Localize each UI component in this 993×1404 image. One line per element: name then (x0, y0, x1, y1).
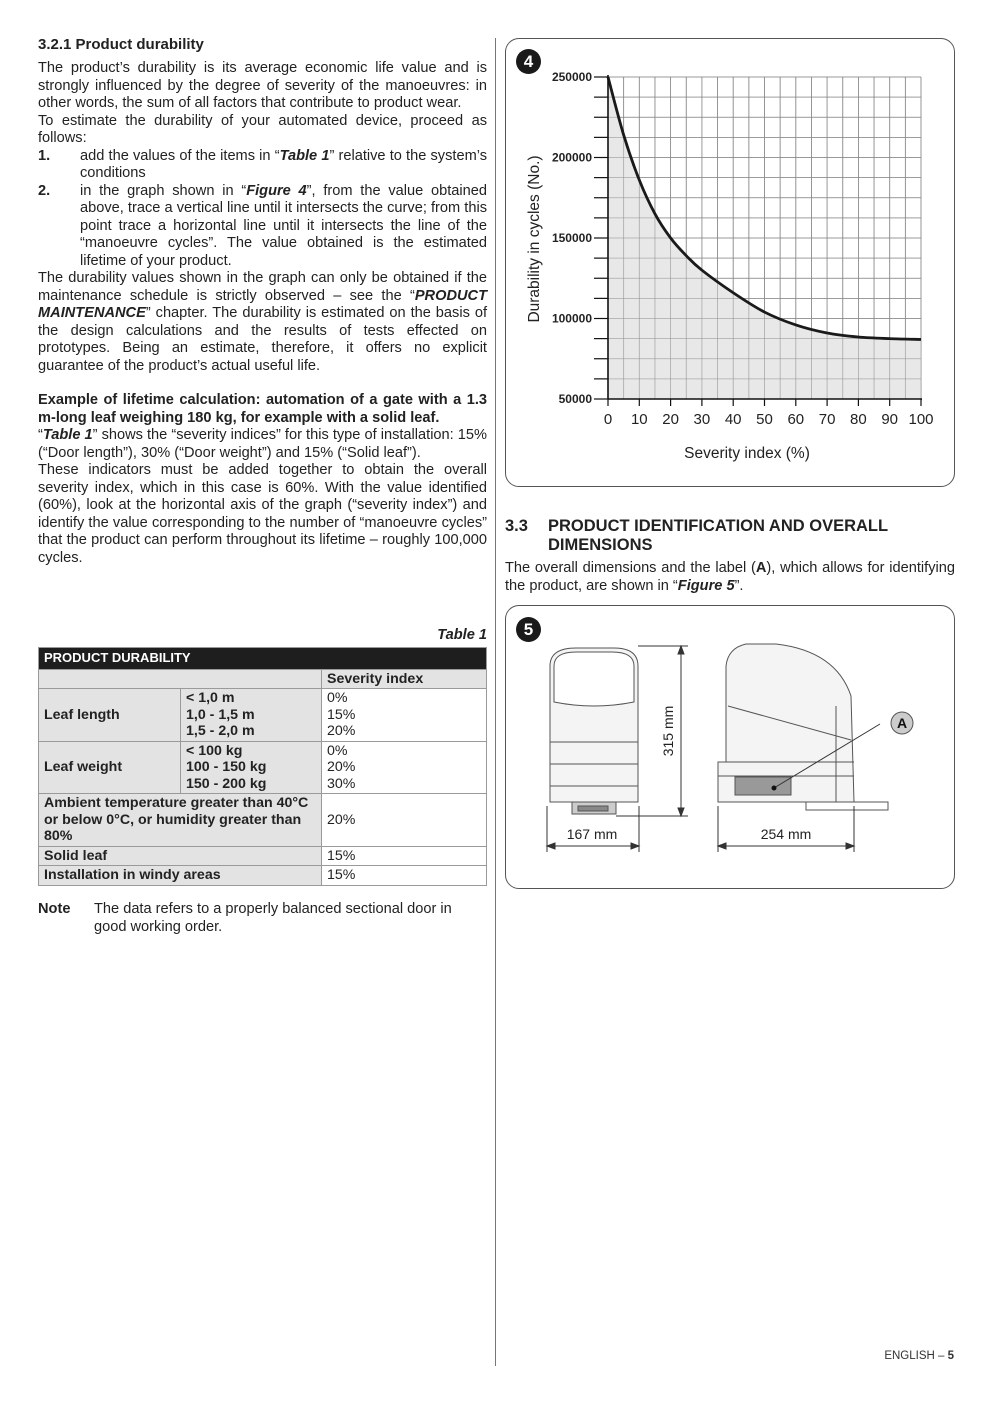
figure-ref: Figure 4 (246, 182, 307, 199)
x-tick-label: 20 (662, 411, 679, 428)
empty-header-cell (39, 669, 322, 689)
side-view-drawing (718, 644, 888, 810)
left-column (38, 36, 487, 567)
text-part: ”. (734, 577, 744, 594)
step-1 (38, 148, 487, 183)
option: 100 - 150 kg (186, 759, 267, 775)
paragraph: “Table 1” shows the “severity indices” for this type of installation: 15% (“Door length”), 30% (“Door weight”) and 15% (“Solid leaf”). (38, 427, 487, 461)
value: 0% (327, 690, 348, 706)
table-row (39, 846, 487, 866)
table-header: PRODUCT DURABILITY (39, 648, 487, 670)
page-number: 5 (947, 1350, 954, 1362)
footer-language: ENGLISH – (884, 1350, 948, 1362)
step-2 (38, 183, 487, 271)
text-part: The overall dimensions and the label ( (505, 560, 756, 576)
x-tick-label: 60 (787, 411, 805, 428)
x-tick-label: 100 (908, 411, 934, 428)
option: 1,0 - 1,5 m (186, 706, 255, 723)
value: 15% (327, 706, 356, 723)
side-width-label: 254 mm (760, 826, 812, 842)
column-header: Severity index (322, 669, 487, 689)
section-number: 3.3 (505, 517, 528, 535)
durability-chart (506, 39, 954, 486)
step-text (80, 148, 487, 183)
text-part: ” relative to the system’s conditions (80, 147, 488, 181)
step-text (80, 183, 487, 271)
x-tick-label: 0 (603, 411, 613, 428)
x-tick-label: 90 (881, 411, 899, 428)
front-width-label: 167 mm (566, 826, 618, 842)
figure-5 (505, 605, 955, 889)
row-label: Leaf weight (39, 741, 181, 794)
row-value: 15% (322, 846, 487, 866)
row-value: 20% (322, 794, 487, 847)
x-tick-label: 80 (850, 411, 867, 428)
step-number: 2. (38, 182, 51, 199)
table-ref: Table 1 (42, 427, 93, 443)
label-a: A (896, 715, 908, 731)
text-part: add the values of the items in “ (80, 147, 280, 164)
value: 20% (327, 723, 356, 739)
table-row (39, 689, 487, 742)
page-footer (884, 1350, 954, 1362)
row-value: 15% (322, 866, 487, 886)
paragraph: These indicators must be added together to obtain the overall severity index, which in this case is 60%. With the value identified (60%), look at the horizontal axis of the graph (“severity index”) and identify the value corresponding to the number of “manoeuvre cycles” that the product can perform throughout its lifetime – roughly 100,000 cycles. (38, 462, 487, 566)
row-label: Ambient temperature greater than 40°C or below 0°C, or humidity greater than 80% (39, 794, 322, 847)
table-caption: Table 1 (437, 627, 487, 643)
option: < 1,0 m (186, 690, 235, 706)
chart-grid-overlay (608, 77, 921, 399)
x-tick-label: 30 (693, 411, 711, 428)
section-title: 3.2.1 Product durability (38, 36, 204, 53)
figure-4 (505, 38, 955, 487)
table-ref: Table 1 (279, 147, 330, 164)
height-label: 315 mm (660, 705, 676, 757)
row-label: Leaf length (39, 689, 181, 742)
label-a-point (772, 786, 777, 791)
x-tick-label: 70 (818, 411, 836, 428)
paragraph: To estimate the durability of your automated device, proceed as follows: (38, 112, 487, 146)
column-divider (495, 38, 496, 1366)
dimensions-drawing (506, 606, 954, 888)
option: < 100 kg (186, 742, 243, 759)
y-tick-label: 150000 (551, 231, 592, 245)
step-number: 1. (38, 147, 51, 164)
label-ref: A (755, 560, 767, 576)
y-tick-label: 100000 (551, 311, 592, 326)
note-text: The data refers to a properly balanced sectional door in good working order. (94, 901, 452, 935)
text-part: in the graph shown in “ (80, 182, 247, 199)
y-tick-label: 250000 (551, 70, 592, 84)
x-tick-label: 10 (630, 411, 648, 428)
text-part: ” shows the “severity indices” for this type of installation: 15% (“Door length”), 30% (“Door weight”) and 15% (“Solid leaf”). (38, 427, 487, 461)
paragraph (38, 270, 487, 375)
note-label: Note (38, 901, 71, 917)
section-3-3-heading (505, 517, 955, 555)
note (38, 900, 487, 936)
text-part: ” chapter. The durability is estimated on the basis of the design calculations and the results of tests effected on prototypes. Being an estimate, therefore, it offers no explicit guarantee of the product’s actual useful life. (38, 305, 487, 374)
section-title: PRODUCT IDENTIFICATION AND OVERALL DIMENSIONS (548, 517, 888, 554)
front-view-drawing (550, 648, 638, 814)
option: 150 - 200 kg (186, 775, 267, 792)
row-values (322, 741, 487, 794)
y-axis-label: Durability in cycles (No.) (526, 155, 543, 323)
table-row (39, 794, 487, 847)
option: 1,5 - 2,0 m (186, 723, 255, 739)
x-axis-label: Severity index (%) (684, 445, 810, 462)
text-part: ”, from the value obtained above, trace a vertical line until it intersects the curve; from this point trace a horizontal line until it intersects the line of the “manoeuvre cycles”. The value obtained is the estimated lifetime of your product. (80, 182, 487, 269)
text-part: ), which allows for identifying the product, are shown in “ (505, 560, 955, 594)
row-label: Installation in windy areas (39, 866, 322, 886)
text-part: The durability values shown in the graph can only be obtained if the maintenance schedule is strictly observed – see the “ (38, 270, 487, 304)
value: 20% (327, 759, 356, 775)
x-tick-label: 40 (724, 411, 742, 428)
y-tick-label: 50000 (558, 392, 592, 406)
example-heading: Example of lifetime calculation: automation of a gate with a 1.3 m-long leaf weighing 180 kg, for example with a solid leaf. (38, 392, 487, 426)
chapter-ref: PRODUCT MAINTENANCE (38, 287, 487, 321)
row-label: Solid leaf (39, 846, 322, 866)
figure-badge: 4 (516, 49, 541, 74)
row-options (181, 689, 322, 742)
table-row (39, 866, 487, 886)
paragraph: The product’s durability is its average economic life value and is strongly influenced by the degree of severity of the manoeuvres: in other words, the sum of all factors that contribute to product wear. (38, 60, 487, 111)
section-3-3-body (505, 560, 955, 595)
durability-table (38, 647, 487, 886)
figure-badge: 5 (516, 617, 541, 642)
row-values (322, 689, 487, 742)
value: 30% (327, 775, 356, 792)
figure-ref: Figure 5 (677, 577, 735, 594)
table-row (39, 741, 487, 794)
y-tick-label: 200000 (551, 150, 592, 165)
value: 0% (327, 742, 348, 759)
row-options (181, 741, 322, 794)
x-tick-label: 50 (756, 411, 773, 428)
